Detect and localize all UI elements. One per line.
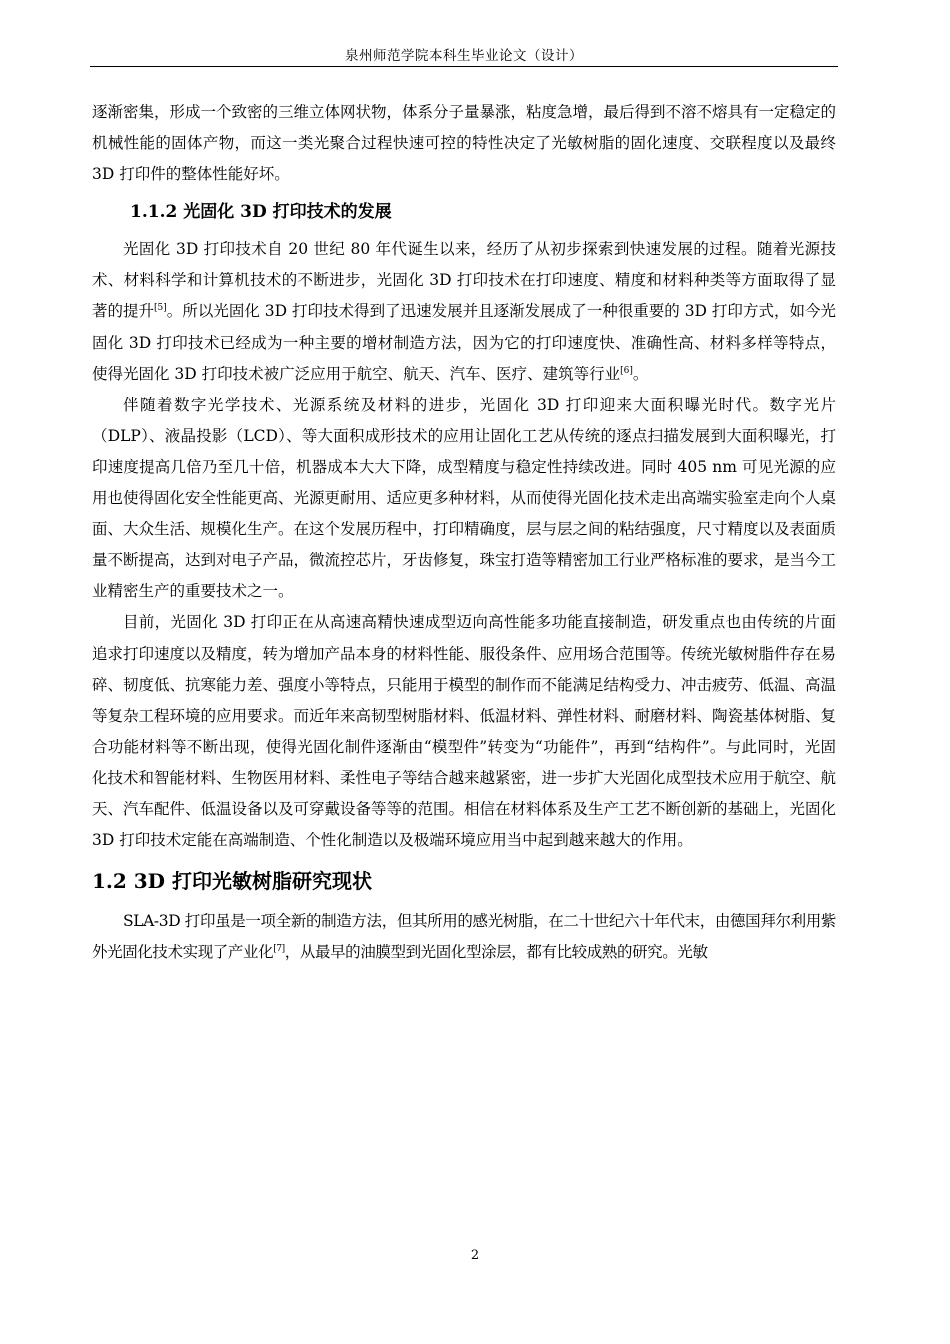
section-heading-1-2: 1.2 3D 打印光敏树脂研究现状 — [92, 869, 372, 894]
header-divider — [90, 66, 838, 67]
paragraph-continuation: 逐渐密集，形成一个致密的三维立体网状物，体系分子量暴涨，粘度急增，最后得到不溶不熔具有一定稳定的机械性能的固体产物，而这一类光聚合过程快速可控的特性决定了光敏树脂的固化速度、交联程度以及最终 3D 打印件的整体性能好坏。 — [92, 103, 837, 184]
paragraph-text: ，从最早的油膜型到光固化型涂层，都有比较成熟的研究。光敏 — [284, 943, 708, 962]
page-number: 2 — [470, 1248, 480, 1263]
document-body — [92, 97, 836, 968]
running-header: 泉州师范学院本科生毕业论文（设计） — [345, 48, 583, 64]
paragraph-development-history — [92, 234, 836, 389]
paragraph-text: 光固化 3D 打印技术自 20 世纪 80 年代诞生以来，经历了从初步探索到快速发展的过程。随着光源技术、材料科学和计算机技术的不断进步，光固化 3D 打印技术在打印速度、精度和材料种类等方面取得了显著的提升 — [92, 240, 836, 321]
citation-5: [5] — [154, 303, 167, 314]
paragraph-current-trends: 目前，光固化 3D 打印正在从高速高精快速成型迈向高性能多功能直接制造，研发重点也由传统的片面追求打印速度以及精度，转为增加产品本身的材料性能、服役条件、应用场合范围等。传统光敏树脂件存在易碎、韧度低、抗寒能力差、强度小等特点，只能用于模型的制作而不能满足结构受力、冲击疲劳、低温、高温等复杂工程环境的应用要求。而近年来高韧型树脂材料、低温材料、弹性材料、耐磨材料、陶瓷基体树脂、复合功能材料等不断出现，使得光固化制件逐渐由“模型件”转变为“功能件”，再到“结构件”。与此同时，光固化技术和智能材料、生物医用材料、柔性电子等结合越来越紧密，进一步扩大光固化成型技术应用于航空、航天、汽车配件、低温设备以及可穿戴设备等等的范围。相信在材料体系及生产工艺不断创新的基础上，光固化 3D 打印技术定能在高端制造、个性化制造以及极端环境应用当中起到越来越大的作用。 — [92, 613, 837, 850]
paragraph-text: SLA-3D 打印虽是一项全新的制造方法，但其所用的感光树脂，在二十世纪六十年代末，由德国拜尔利用紫外光固化技术实现了产业化 — [92, 912, 836, 962]
paragraph-text: 。 — [632, 364, 649, 383]
section-heading-1-1-2: 1.1.2 光固化 3D 打印技术的发展 — [130, 202, 392, 223]
citation-7: [7] — [273, 944, 285, 955]
paragraph-large-area-exposure: 伴随着数字光学技术、光源系统及材料的进步，光固化 3D 打印迎来大面积曝光时代。数字光片（DLP）、液晶投影（LCD）、等大面积成形技术的应用让固化工艺从传统的逐点扫描发展到大面积曝光，打印速度提高几倍乃至几十倍，机器成本大大下降，成型精度与稳定性持续改进。同时 405 nm 可见光源的应用也使得固化安全性能更高、光源更耐用、适应更多种材料，从而使得光固化技术走出高端实验室走向个人桌面、大众生活、规模化生产。在这个发展历程中，打印精确度，层与层之间的粘结强度，尺寸精度以及表面质量不断提高，达到对电子产品，微流控芯片，牙齿修复，珠宝打造等精密加工行业严格标准的要求，是当今工业精密生产的重要技术之一。 — [92, 395, 837, 601]
citation-6: [6] — [620, 365, 633, 376]
paragraph-text: 。所以光固化 3D 打印技术得到了迅速发展并且逐渐发展成了一种很重要的 3D 打印方式，如今光固化 3D 打印技术已经成为一种主要的增材制造方法，因为它的打印速度快、准确性高、材料多样等特点，使得光固化 3D 打印技术被广泛应用于航空、航天、汽车、医疗、建筑等行业 — [92, 302, 836, 383]
paragraph-research-status — [92, 906, 836, 968]
